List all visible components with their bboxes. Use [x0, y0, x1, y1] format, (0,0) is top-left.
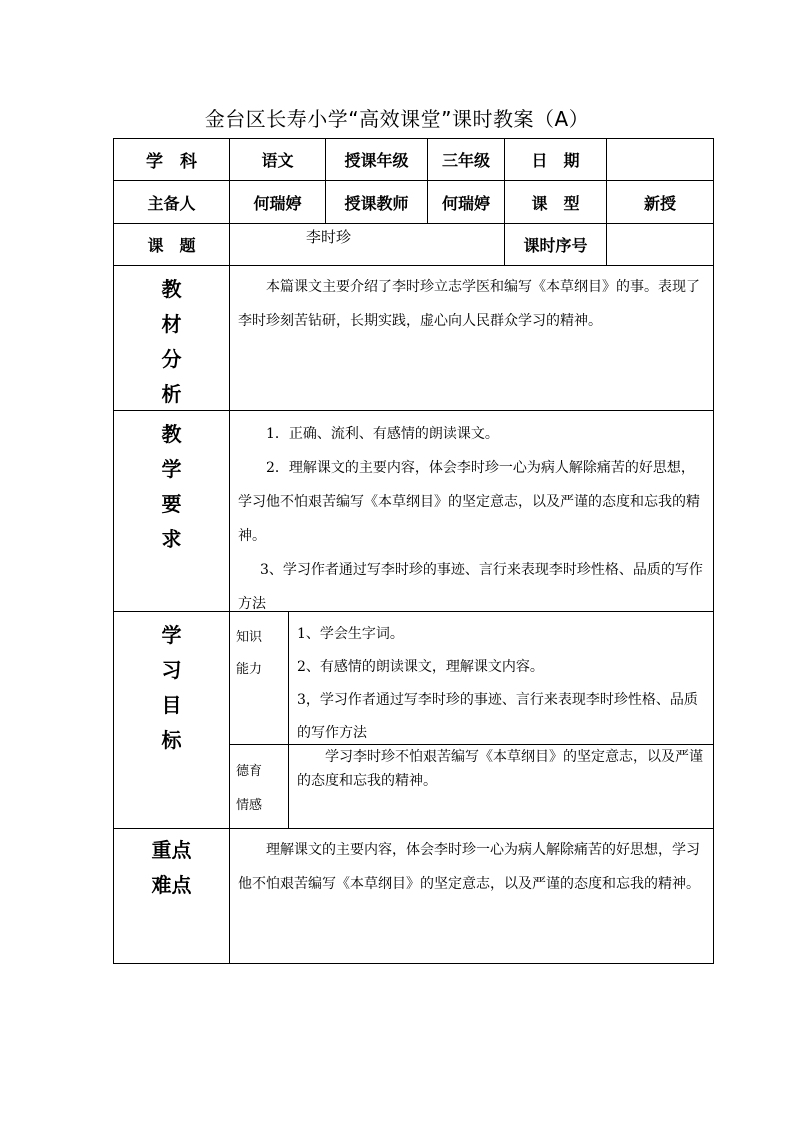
knowledge-content: [288, 611, 714, 745]
knowledge-item: 3，学习作者通过写李时珍的事迹、言行来表现李时珍性格、品质的写作方法: [297, 692, 698, 741]
subject-label: 学 科: [113, 138, 230, 181]
teaching-requirements-label: [113, 410, 230, 612]
moral-label: [229, 744, 289, 829]
teaching-requirements-label-char: 要: [161, 492, 182, 516]
learning-goals-label-char: 目: [161, 693, 182, 717]
material-analysis-label-char: 材: [161, 312, 182, 336]
subject-value: 语文: [229, 138, 326, 181]
material-analysis-label-char: 析: [161, 382, 182, 406]
key-points-content: [229, 828, 714, 964]
learning-goals-label: [113, 611, 230, 829]
moral-label-line: 德育: [236, 764, 263, 779]
date-label: 日 期: [504, 138, 607, 181]
key-points-label-line: 难点: [151, 873, 192, 897]
requirement-item: 3、学习作者通过写李时珍的事迹、言行来表现李时珍性格、品质的写作方法: [238, 562, 703, 612]
topic-value: [229, 223, 505, 266]
learning-goals-label-char: 学: [161, 623, 182, 647]
topic-text: 李时珍: [306, 228, 352, 246]
learning-goals-label-char: 标: [161, 728, 182, 752]
teaching-requirements-content: [229, 410, 714, 612]
knowledge-item: 1、学会生字词。: [297, 626, 404, 642]
knowledge-label-line: 能力: [236, 662, 263, 677]
key-points-label-line: 重点: [151, 838, 192, 862]
sequence-label: 课时序号: [504, 223, 607, 266]
knowledge-label: [229, 611, 289, 745]
preparer-label: 主备人: [113, 180, 230, 224]
date-value: [606, 138, 714, 181]
teacher-value: 何瑞婷: [427, 180, 505, 224]
teaching-requirements-label-char: 教: [161, 422, 182, 446]
type-value: 新授: [606, 180, 714, 224]
grade-value: 三年级: [427, 138, 505, 181]
requirement-item: 2．理解课文的主要内容，体会李时珍一心为病人解除痛苦的好思想，学习他不怕艰苦编写《本草纲目》的坚定意志，以及严谨的态度和忘我的精神。: [238, 460, 700, 544]
topic-label: 课 题: [113, 223, 230, 266]
material-analysis-label-char: 教: [161, 277, 182, 301]
key-points-text: 理解课文的主要内容，体会李时珍一心为病人解除痛苦的好思想，学习他不怕艰苦编写《本草纲目》的坚定意志，以及严谨的态度和忘我的精神。: [238, 842, 700, 892]
preparer-value: 何瑞婷: [229, 180, 326, 224]
material-analysis-label-char: 分: [161, 347, 182, 371]
grade-label: 授课年级: [325, 138, 428, 181]
knowledge-label-line: 知识: [236, 630, 263, 645]
material-analysis-text: 本篇课文主要介绍了李时珍立志学医和编写《本草纲目》的事。表现了李时珍刻苦钻研，长期实践，虚心向人民群众学习的精神。: [238, 279, 700, 329]
requirement-item: 1．正确、流利、有感情的朗读课文。: [266, 426, 499, 442]
learning-goals-label-char: 习: [161, 658, 182, 682]
teacher-label: 授课教师: [325, 180, 428, 224]
key-points-label: [113, 828, 230, 964]
moral-label-line: 情感: [236, 798, 263, 813]
moral-text: 学习李时珍不怕艰苦编写《本草纲目》的坚定意志，以及严谨的态度和忘我的精神。: [297, 749, 703, 789]
moral-content: [288, 744, 714, 829]
page-title: 金台区长寿小学“高效课堂”课时教案（A）: [204, 107, 590, 131]
material-analysis-content: [229, 265, 714, 411]
knowledge-item: 2、有感情的朗读课文，理解课文内容。: [297, 659, 544, 675]
type-label: 课 型: [504, 180, 607, 224]
material-analysis-label: [113, 265, 230, 411]
teaching-requirements-label-char: 求: [161, 527, 182, 551]
sequence-value: [606, 223, 714, 266]
teaching-requirements-label-char: 学: [161, 457, 182, 481]
